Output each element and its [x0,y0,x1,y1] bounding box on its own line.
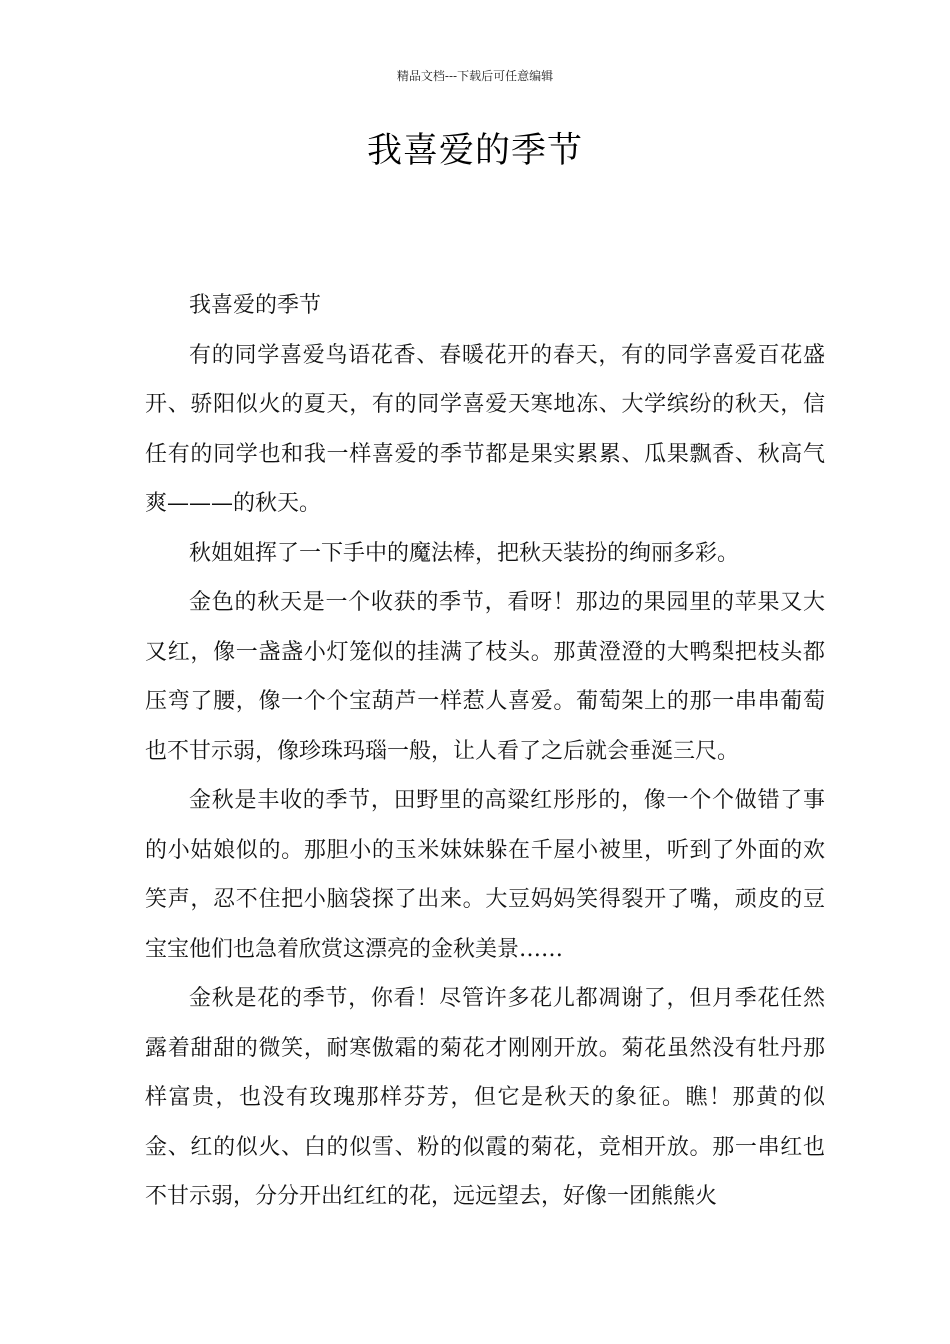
document-body [145,281,825,1222]
paragraph-subtitle: 我喜爱的季节 [189,293,322,318]
paragraph: 秋姐姐挥了一下手中的魔法棒，把秋天装扮的绚丽多彩。 [189,540,740,566]
paragraph: 金秋是花的季节，你看！尽管许多花儿都凋谢了，但月季花任然露着甜甜的微笑，耐寒傲霜的菊花才刚刚开放。菊花虽然没有牡丹那样富贵，也没有玫瑰那样芬芳，但它是秋天的象征。瞧！那黄的似金、红的似火、白的似雪、粉的似霞的菊花，竞相开放。那一串红也不甘示弱，分分开出红红的花，远远望去，好像一团熊熊火 [145,986,825,1209]
header-note: 精品文档---下载后可任意编辑 [396,69,554,83]
paragraph: 有的同学喜爱鸟语花香、春暖花开的春天，有的同学喜爱百花盛开、骄阳似火的夏天，有的同学喜爱天寒地冻、大学缤纷的秋天，信任有的同学也和我一样喜爱的季节都是果实累累、瓜果飘香、秋高气爽———的秋天。 [145,342,825,516]
paragraph: 金色的秋天是一个收获的季节，看呀！那边的果园里的苹果又大又红，像一盏盏小灯笼似的挂满了枝头。那黄澄澄的大鸭梨把枝头都压弯了腰，像一个个宝葫芦一样惹人喜爱。葡萄架上的那一串串葡萄也不甘示弱，像珍珠玛瑙一般，让人看了之后就会垂涎三尺。 [145,590,825,764]
paragraph: 金秋是丰收的季节，田野里的高粱红彤彤的，像一个个做错了事的小姑娘似的。那胆小的玉米妹妹躲在千屋小被里，听到了外面的欢笑声，忍不住把小脑袋探了出来。大豆妈妈笑得裂开了嘴，顽皮的豆宝宝他们也急着欣赏这漂亮的金秋美景…… [145,788,825,962]
document-title: 我喜爱的季节 [366,131,583,171]
